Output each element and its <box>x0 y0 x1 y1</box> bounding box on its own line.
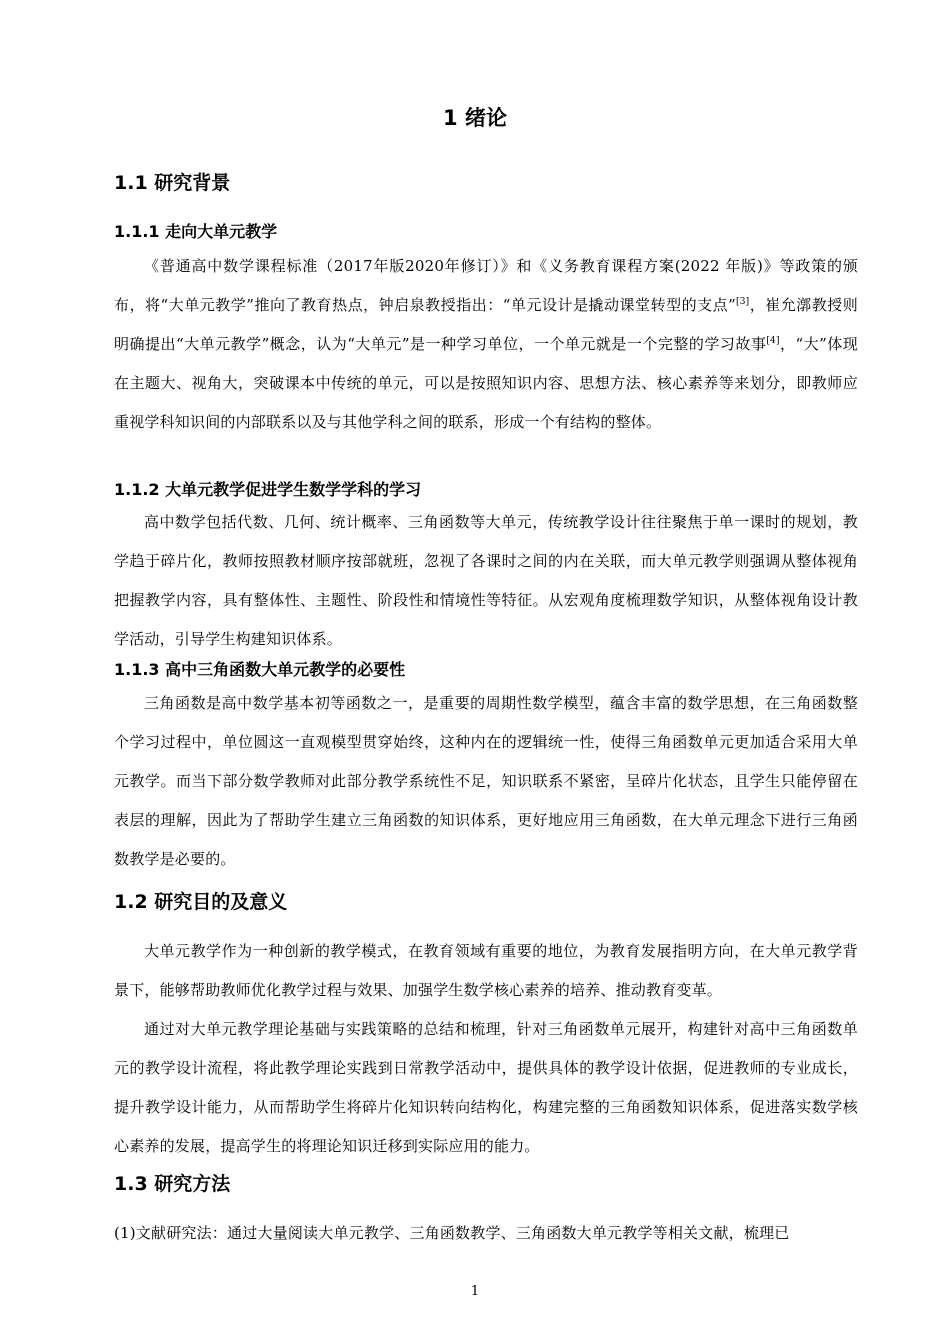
section-title-1-2: 1.2 研究目的及意义 <box>114 891 288 913</box>
paragraph-text: 《普通高中数学课程标准（2017年版2020年修订）》和《义务教育课程方案(2022 年版)》等政策的颁布，将“大单元教学”推向了教育热点，钟启泉教授指出：“单元设计是撬动课堂转型的支点” <box>114 257 858 314</box>
paragraph-1-1-1 <box>114 247 858 442</box>
chapter-title: 1 绪论 <box>443 106 507 130</box>
section-title-1-1: 1.1 研究背景 <box>114 172 231 194</box>
subsection-title-1-1-1: 1.1.1 走向大单元教学 <box>114 222 278 241</box>
subsection-title-1-1-2: 1.1.2 大单元教学促进学生数学学科的学习 <box>114 480 422 499</box>
paragraph-1-1-3: 三角函数是高中数学基本初等函数之一，是重要的周期性数学模型，蕴含丰富的数学思想，在三角函数整个学习过程中，单位圆这一直观模型贯穿始终，这种内在的逻辑统一性，使得三角函数单元更加适合采用大单元教学。而当下部分数学教师对此部分教学系统性不足，知识联系不紧密，呈碎片化状态，且学生只能停留在表层的理解，因此为了帮助学生建立三角函数的知识体系，更好地应用三角函数，在大单元理念下进行三角函数教学是必要的。 <box>114 694 858 868</box>
paragraph-1-3-a: (1)文献研究法：通过大量阅读大单元教学、三角函数教学、三角函数大单元教学等相关文献，梳理已 <box>114 1224 790 1242</box>
paragraph-text: ，崔允漷教授则明确提出“大单元教学”概念，认为“大单元”是一种学习单位，一个单元就是一个完整的学习故事 <box>114 296 859 353</box>
paragraph-1-2-b: 通过对大单元教学理论基础与实践策略的总结和梳理，针对三角函数单元展开，构建针对高中三角函数单元的教学设计流程，将此教学理论实践到日常教学活动中，提供具体的教学设计依据，促进教师的专业成长，提升教学设计能力，从而帮助学生将碎片化知识转向结构化，构建完整的三角函数知识体系，促进落实数学核心素养的发展，提高学生的将理论知识迁移到实际应用的能力。 <box>114 1020 858 1155</box>
section-title-1-3: 1.3 研究方法 <box>114 1173 231 1195</box>
paragraph-1-2-a: 大单元教学作为一种创新的教学模式，在教育领域有重要的地位，为教育发展指明方向，在大单元教学背景下，能够帮助教师优化教学过程与效果、加强学生数学核心素养的培养、推动教育变革。 <box>114 942 858 999</box>
page-number: 1 <box>470 1284 480 1299</box>
citation-ref: [3] <box>736 297 750 307</box>
paragraph-1-1-2: 高中数学包括代数、几何、统计概率、三角函数等大单元，传统教学设计往往聚焦于单一课时的规划，教学趋于碎片化，教师按照教材顺序按部就班，忽视了各课时之间的内在关联，而大单元教学则强调从整体视角把握教学内容，具有整体性、主题性、阶段性和情境性等特征。从宏观角度梳理数学知识，从整体视角设计教学活动，引导学生构建知识体系。 <box>114 513 858 648</box>
paragraph-text: ，“大”体现在主题大、视角大，突破课本中传统的单元，可以是按照知识内容、思想方法、核心素养等来划分，即教师应重视学科知识间的内部联系以及与其他学科之间的联系，形成一个有结构的整体。 <box>114 335 858 431</box>
citation-ref: [4] <box>766 336 780 346</box>
subsection-title-1-1-3: 1.1.3 高中三角函数大单元教学的必要性 <box>114 660 406 679</box>
